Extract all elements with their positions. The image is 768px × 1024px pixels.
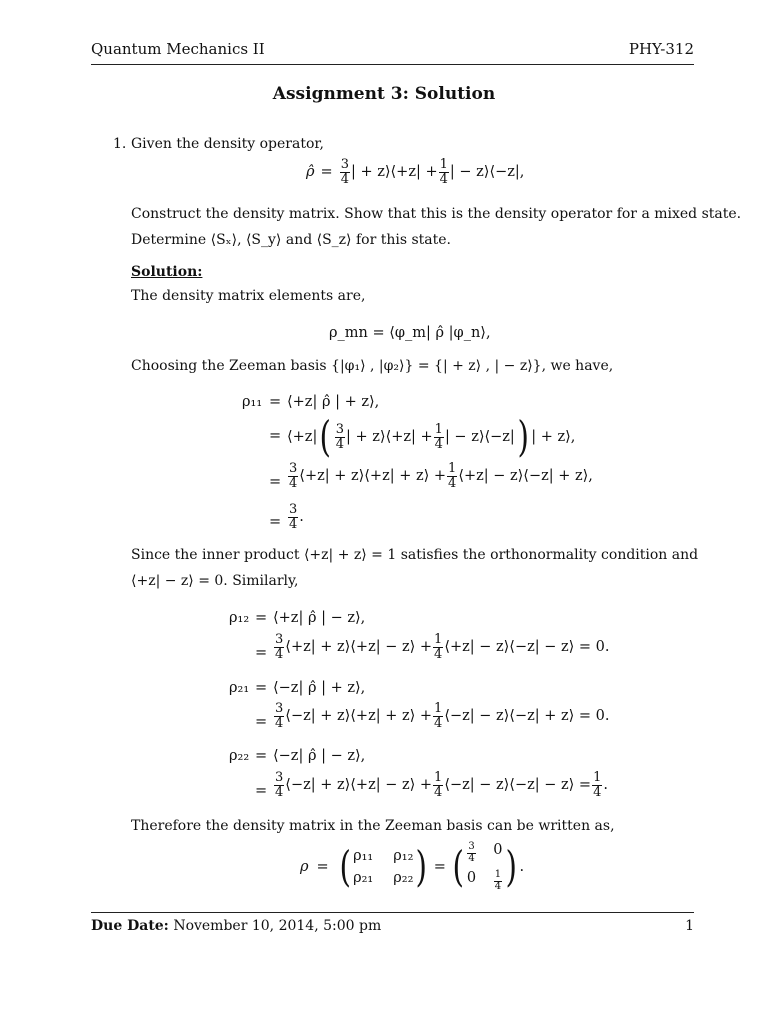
matrix-cell-3-4: $\frac{3}{4}$ [468,841,475,864]
course-name: Quantum Mechanics II [91,40,265,58]
rho22-line-1: ⟨−z| ρ̂ | − z⟩, [273,748,366,764]
rho11-line-1: ⟨+z| ρ̂ | + z⟩, [287,394,380,410]
fraction-3-4: $\frac{3}{4}$ [275,770,284,800]
fraction-1-4-result: $\frac{1}{4}$ [593,770,602,800]
course-code: PHY-312 [628,40,694,58]
term: | − z⟩⟨−z| [444,429,515,445]
right-paren: ) [505,842,518,891]
page-title: Assignment 3: Solution [272,84,496,104]
rho11-eq3-sign: = [269,474,282,490]
fraction-1-4: $\frac{1}{4}$ [439,157,448,187]
header-rule [91,64,694,65]
matrix-intro: Therefore the density matrix in the Zeeman basis can be written as, [131,818,615,834]
rho11-eq4-sign: = [269,514,282,530]
orthonormality-line-2: ⟨+z| − z⟩ = 0. Similarly, [131,573,299,589]
statement-line-2: Determine ⟨Sₓ⟩, ⟨S_y⟩ and ⟨S_z⟩ for this state. [131,232,451,248]
term: ⟨+z| + z⟩⟨+z| − z⟩ + [285,639,433,656]
period: . [603,777,608,794]
matrix-cell: ρ₁₂ [393,848,414,864]
rho21-eq1-sign: = [255,680,268,696]
rho12-eq2-sign: = [255,645,268,661]
right-paren: ) [415,842,428,891]
rho12-line-2 [273,633,610,661]
fraction-3-4: $\frac{3}{4}$ [275,701,284,731]
period: . [519,859,525,875]
matrix-cell: ρ₂₁ [353,870,374,886]
fraction-3-4: $\frac{3}{4}$ [289,502,298,532]
equals-sign: = [433,859,446,875]
fraction-3-4: $\frac{3}{4}$ [340,157,349,187]
rho21-label: ρ₂₁ [229,680,250,696]
fraction-1-4: $\frac{1}{4}$ [434,701,443,731]
ket-plus-z: | + z⟩, [531,429,576,445]
term: ⟨−z| − z⟩⟨−z| + z⟩ = 0. [444,708,610,725]
footer-rule [91,912,694,913]
rho12-line-1: ⟨+z| ρ̂ | − z⟩, [273,610,366,626]
term: ⟨−z| − z⟩⟨−z| − z⟩ = [444,777,592,794]
rho21-eq2-sign: = [255,714,268,730]
basis-choice: Choosing the Zeeman basis {|φ₁⟩ , |φ₂⟩} = {| + z⟩ , | − z⟩}, we have, [131,358,614,374]
rho11-eq2-sign: = [269,428,282,444]
rho-hat: ρ̂ [306,164,315,181]
term: ⟨−z| + z⟩⟨+z| + z⟩ + [285,708,433,725]
term: ⟨+z| − z⟩⟨−z| − z⟩ = 0. [444,639,610,656]
fraction-3-4: $\frac{3}{4}$ [275,632,284,662]
statement-line-1: Construct the density matrix. Show that this is the density operator for a mixed state. [131,206,742,222]
rho11-eq1-sign: = [269,394,282,410]
rho22-eq1-sign: = [255,748,268,764]
density-element-equation: ρ_mn = ⟨φ_m| ρ̂ |φ_n⟩, [329,325,491,341]
matrix-cell: ρ₂₂ [393,870,414,886]
rho22-line-2 [273,771,608,799]
rho11-line-4 [287,503,304,531]
symbolic-matrix [353,848,413,886]
due-value: November 10, 2014, 5:00 pm [173,918,382,934]
fraction-1-4: $\frac{1}{4}$ [434,770,443,800]
solution-heading: Solution: [131,264,203,280]
operator-equation [306,158,524,186]
rho11-line-3 [287,462,593,490]
left-paren: ( [339,842,351,891]
left-paren: ( [319,412,332,461]
fraction-1-4: $\frac{1}{4}$ [448,461,457,491]
due-label: Due Date: [91,918,169,934]
page-number: 1 [685,918,694,934]
rho11-line-2 [287,412,576,461]
fraction-3-4: $\frac{3}{4}$ [335,421,345,452]
rho21-line-2 [273,702,610,730]
term: ⟨+z| − z⟩⟨−z| + z⟩, [458,468,593,485]
fraction-3-4: $\frac{3}{4}$ [289,461,298,491]
term: ⟨−z| + z⟩⟨+z| − z⟩ + [285,777,433,794]
matrix-cell: ρ₁₁ [353,848,374,864]
term: | + z⟩⟨+z| + [346,429,433,445]
rho22-label: ρ₂₂ [229,748,250,764]
rho11-label: ρ₁₁ [242,394,263,410]
rho22-eq2-sign: = [255,783,268,799]
fraction-1-4: $\frac{1}{4}$ [434,421,443,452]
term: ⟨+z| + z⟩⟨+z| + z⟩ + [299,468,447,485]
matrix-cell: 0 [466,870,477,886]
matrix-cell: 0 [493,842,503,858]
rho21-line-1: ⟨−z| ρ̂ | + z⟩, [273,680,366,696]
problem-number: 1. [113,136,127,152]
problem-intro: Given the density operator, [131,136,324,152]
rho-symbol: ρ [300,859,309,875]
fraction-1-4: $\frac{1}{4}$ [434,632,443,662]
solution-intro: The density matrix elements are, [131,288,366,304]
orthonormality-line-1: Since the inner product ⟨+z| + z⟩ = 1 satisfies the orthonormality condition and [131,547,699,563]
equals-sign: = [320,164,333,181]
rho12-eq1-sign: = [255,610,268,626]
density-matrix-equation [300,842,524,892]
left-paren: ( [452,842,464,891]
numeric-matrix [466,842,503,892]
operator-term-1: | + z⟩⟨+z| + [350,164,438,181]
due-date [91,918,381,934]
equals-sign: = [316,859,329,875]
matrix-cell-1-4: $\frac{1}{4}$ [494,869,502,892]
bra-plus-z: ⟨+z| [287,429,318,445]
period: . [299,509,304,526]
right-paren: ) [517,412,529,461]
operator-term-2: | − z⟩⟨−z|, [449,164,525,181]
rho12-label: ρ₁₂ [229,610,250,626]
